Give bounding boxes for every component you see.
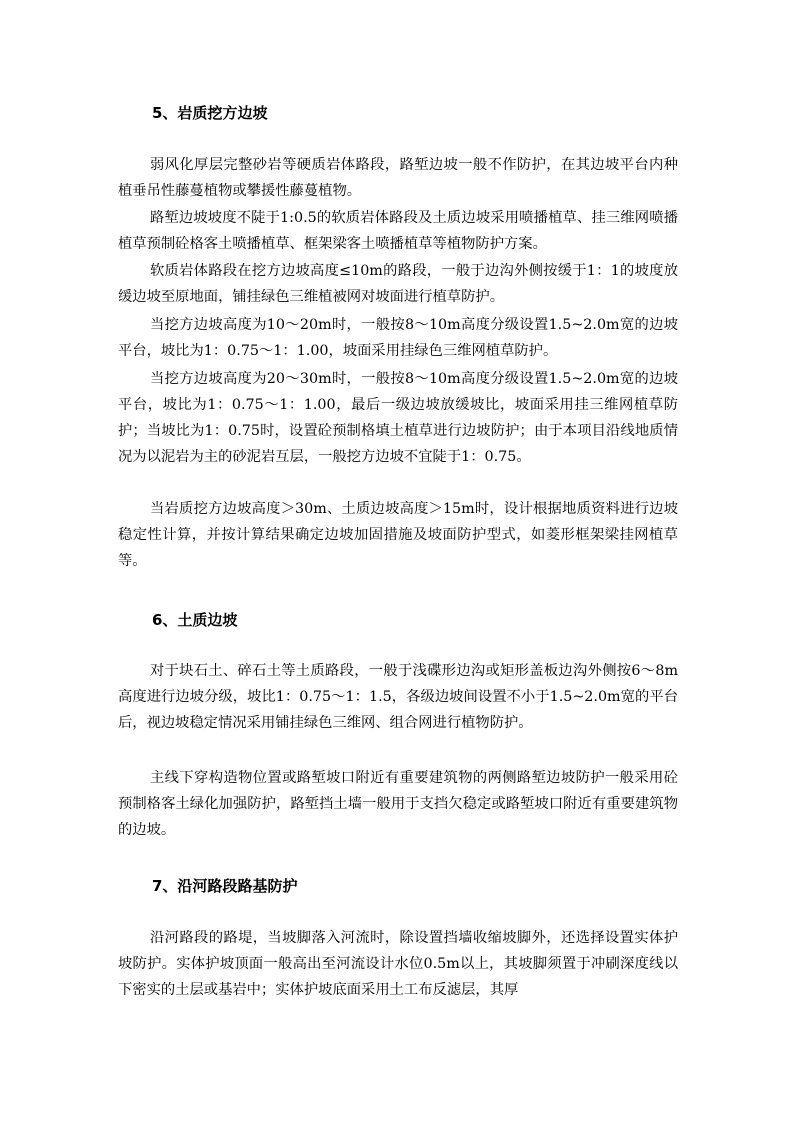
section-heading-soil-slope: 6、土质边坡: [152, 611, 238, 629]
section-heading-rock-slope: 5、岩质挖方边坡: [152, 104, 268, 122]
paragraph: 弱风化厚层完整砂岩等硬质岩体路段，路堑边坡一般不作防护，在其边坡平台内种植垂吊性藤蔓植物或攀援性藤蔓植物。: [118, 157, 678, 199]
section-heading-riverside: 7、沿河路段路基防护: [152, 877, 298, 895]
paragraph: 对于块石土、碎石土等土质路段，一般于浅碟形边沟或矩形盖板边沟外侧按6～8m高度进行边坡分级，坡比1：0.75～1：1.5，各级边坡间设置不小于1.5~2.0m宽的平台后，视边坡稳定情况采用铺挂绿色三维网、组合网进行植物防护。: [118, 663, 678, 731]
paragraph: 沿河路段的路堤，当坡脚落入河流时，除设置挡墙收缩坡脚外，还选择设置实体护坡防护。实体护坡顶面一般高出至河流设计水位0.5m以上，其坡脚须置于冲刷深度线以下密实的土层或基岩中；实体护坡底面采用土工布反滤层，其厚: [118, 930, 678, 998]
paragraph: 主线下穿构造物位置或路堑坡口附近有重要建筑物的两侧路堑边坡防护一般采用砼预制格客土绿化加强防护，路堑挡土墙一般用于支挡欠稳定或路堑坡口附近有重要建筑物的边坡。: [118, 770, 678, 838]
paragraph: 软质岩体路段在挖方边坡高度≤10m的路段，一般于边沟外侧按缓于1：1的坡度放缓边坡至原地面，铺挂绿色三维植被网对坡面进行植草防护。: [118, 263, 678, 305]
paragraph: 当岩质挖方边坡高度＞30m、土质边坡高度＞15m时，设计根据地质资料进行边坡稳定性计算，并按计算结果确定边坡加固措施及坡面防护型式，如菱形框架梁挂网植草等。: [118, 501, 678, 569]
paragraph: 当挖方边坡高度为10～20m时，一般按8～10m高度分级设置1.5~2.0m宽的边坡平台，坡比为1：0.75～1：1.00，坡面采用挂绿色三维网植草防护。: [118, 317, 678, 359]
paragraph: 当挖方边坡高度为20～30m时，一般按8～10m高度分级设置1.5~2.0m宽的边坡平台，坡比为1：0.75～1：1.00，最后一级边坡放缓坡比，坡面采用挂三维网植草防护；当坡比为1：0.75时，设置砼预制格填土植草进行边坡防护；由于本项目沿线地质情况为以泥岩为主的砂泥岩互层，一般挖方边坡不宜陡于1：0.75。: [118, 371, 678, 465]
paragraph: 路堑边坡坡度不陡于1:0.5的软质岩体路段及土质边坡采用喷播植草、挂三维网喷播植草预制砼格客土喷播植草、框架梁客土喷播植草等植物防护方案。: [118, 210, 678, 252]
